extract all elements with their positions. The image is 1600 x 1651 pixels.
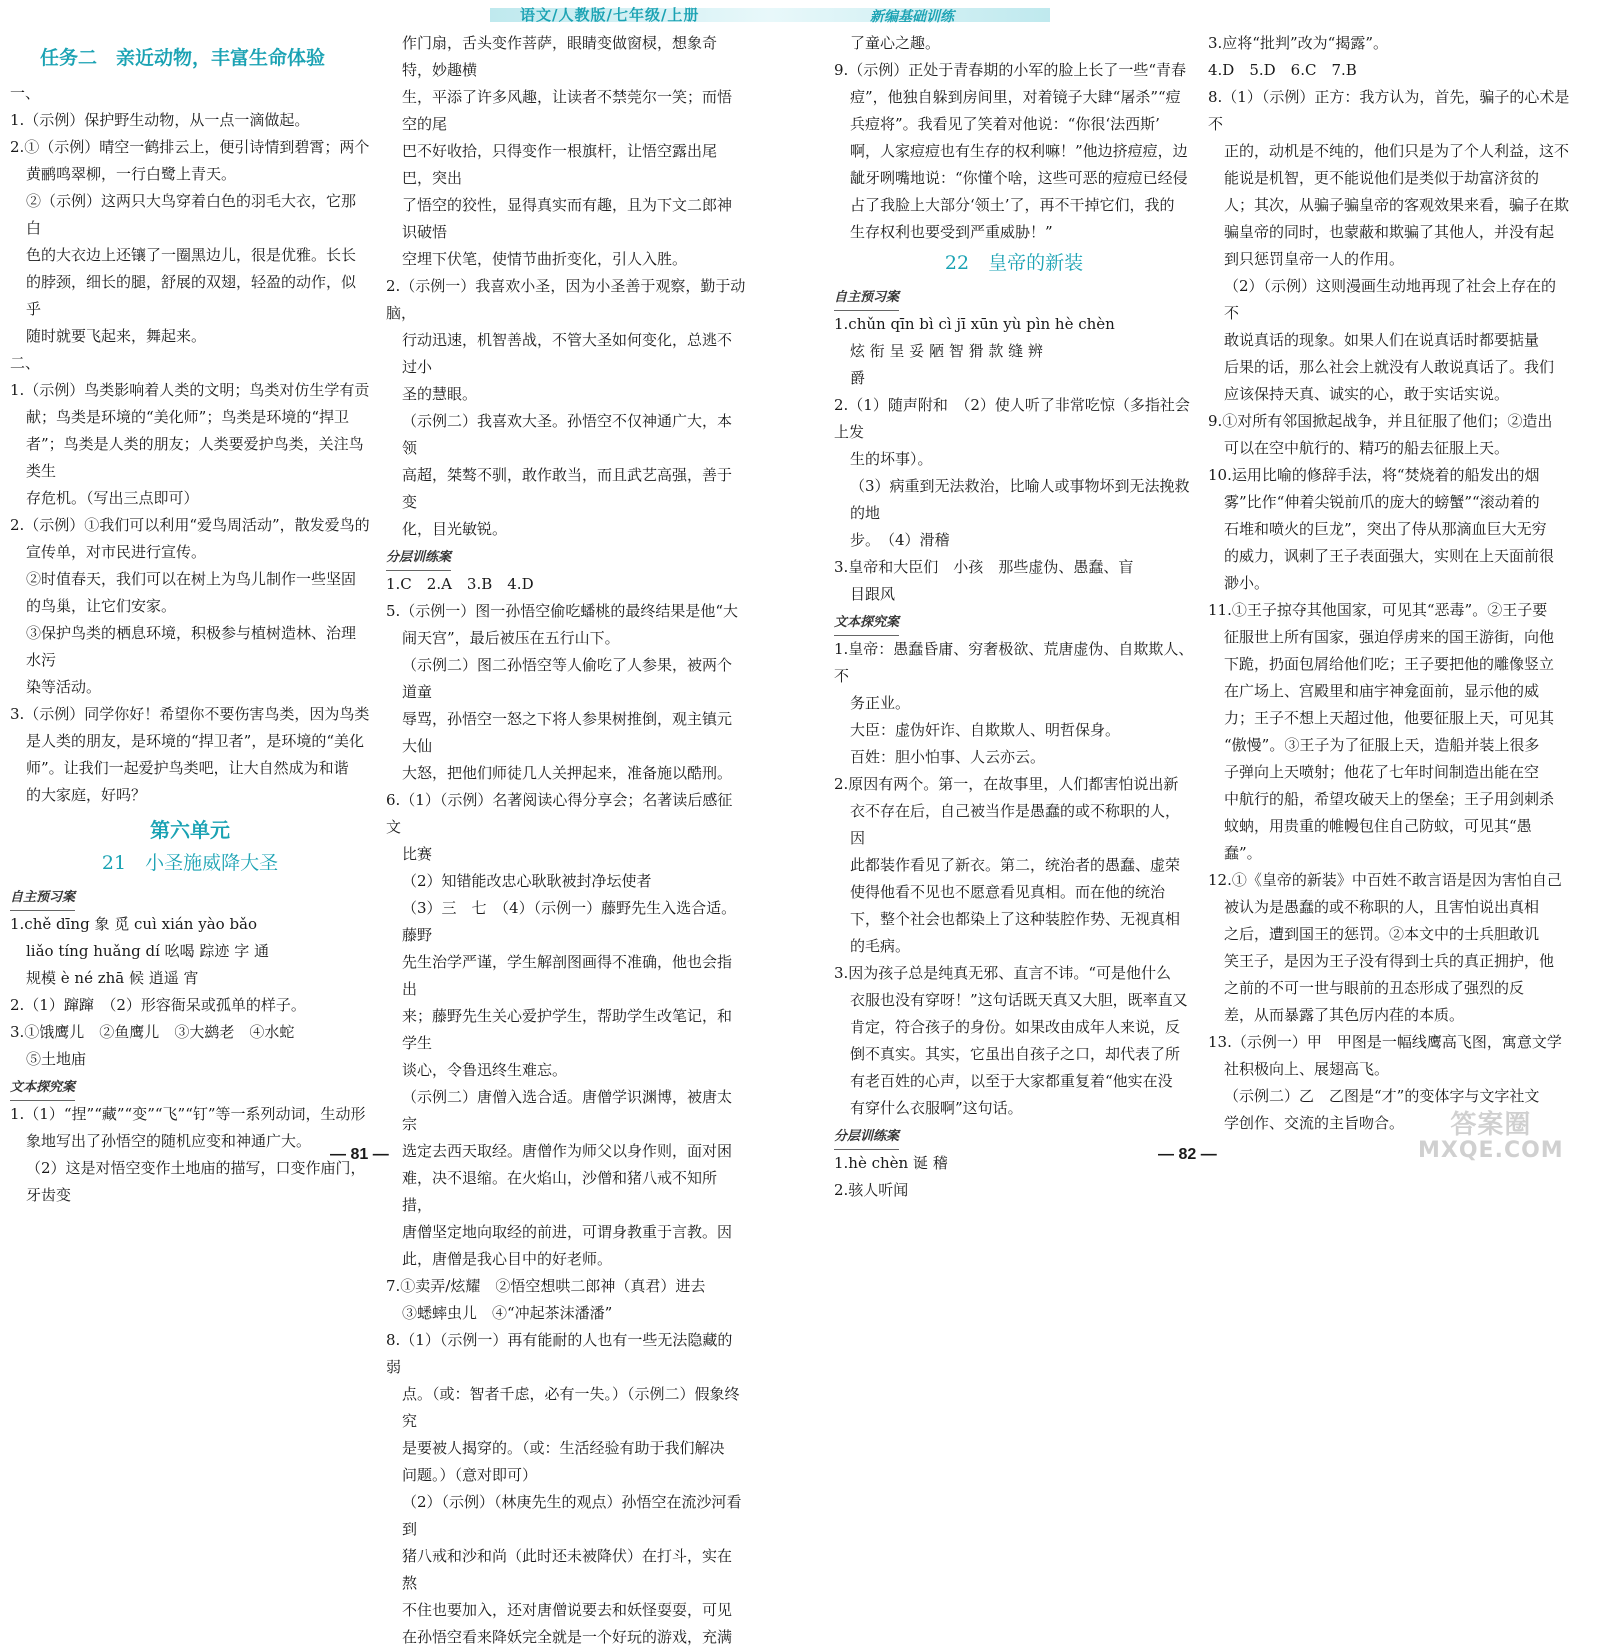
answer-line: 蚊蚋，用贵重的帷幔包住自己防蚊，可见其“愚 [1224, 817, 1532, 835]
answer-line: 应该保持天真、诚实的心，敢于实话实说。 [1224, 385, 1510, 403]
answer-line: 生存权利也要受到严重威胁！” [850, 223, 1053, 241]
answer-line: 目跟风 [850, 585, 896, 603]
answer-block [834, 1150, 1194, 1204]
answer-line: 啊，人家痘痘也有生存的权利嘛！”他边挤痘痘，边 [850, 142, 1188, 160]
answer-line: 二、 [10, 354, 41, 372]
answer-line: 能说是机智，更不能说他们是类似于劫富济贫的 [1224, 169, 1540, 187]
watermark-bottom: MXQE.COM [1418, 1138, 1564, 1163]
page-number-right: — 82 — [1158, 1146, 1217, 1163]
answer-line: 的威力，讽刺了王子表面强大，实则在上天面前很 [1224, 547, 1555, 565]
answer-line: 2.原因有两个。第一，在故事里，人们都害怕说出新 [834, 775, 1179, 793]
answer-block [834, 311, 1194, 608]
answer-line: 规模 è né zhā 候 逍遥 宵 [26, 969, 199, 987]
answer-line: 倒不真实。其实，它虽出自孩子之口，却代表了所 [850, 1045, 1181, 1063]
answer-line: 有老百姓的心声，以至于大家都重复着“他实在没 [850, 1072, 1173, 1090]
answer-line: （示例二）我喜欢大圣。孙悟空不仅神通广大，本领 [402, 412, 733, 457]
answer-line: （2）（示例）（林庚先生的观点）孙悟空在流沙河看到 [402, 1493, 742, 1538]
answer-line: 中航行的船，希望攻破天上的堡垒；王子用剑刺杀 [1224, 790, 1555, 808]
answer-line: 此都装作看见了新衣。第二，统治者的愚蠢、虚荣 [850, 856, 1181, 874]
answer-line: 使得他看不见也不愿意看见真相。而在他的统治 [850, 883, 1166, 901]
answer-line: 1.chǔn qīn bì cì jī xūn yù pìn hè chèn [834, 315, 1115, 333]
answer-line: 大怒，把他们师徒几人关押起来，准备施以酷刑。 [402, 764, 733, 782]
answer-line: 龇牙咧嘴地说：“你懂个啥，这些可恶的痘痘已经侵 [850, 169, 1188, 187]
answer-line: 征服世上所有国家，强迫俘虏来的国王游街，向他 [1224, 628, 1555, 646]
answer-line: 一、 [10, 84, 41, 102]
answer-line: 象地写出了孙悟空的随机应变和神通广大。 [26, 1132, 312, 1150]
answer-line: 是要被人揭穿的。（或：生活经验有助于我们解决 [402, 1439, 725, 1457]
answer-line: 1.皇帝：愚蠢昏庸、穷奢极欲、荒唐虚伪、自欺欺人、不 [834, 640, 1194, 685]
answer-line: 2.（1）蹿蹿 （2）形容衙呆或孤单的样子。 [10, 996, 306, 1014]
answer-line: 兵痘将”。我看见了笑着对他说：“你很‘法西斯’ [850, 115, 1160, 133]
answer-line: 谈心，令鲁迅终生难忘。 [402, 1061, 568, 1079]
answer-line: ②时值春天，我们可以在树上为鸟儿制作一些坚固 [26, 570, 357, 588]
answer-line: 巴不好收拾，只得变作一根旗杆，让悟空露出尾巴，突出 [402, 142, 718, 187]
answer-line: 3.（示例）同学你好！希望你不要伤害鸟类，因为鸟类 [10, 705, 370, 723]
answer-line: 了童心之趣。 [850, 34, 941, 52]
answer-line: 的毛病。 [850, 937, 911, 955]
answer-line: 者”；鸟类是人类的朋友；人类要爱护鸟类，关注鸟类生 [26, 435, 364, 480]
answer-line: 下，整个社会也都染上了这种装腔作势、无视真相 [850, 910, 1181, 928]
section-label: 文本探究案 [834, 611, 899, 636]
header-series: 新编基础训练 [870, 9, 954, 25]
answer-line: 献；鸟类是环境的“美化师”；鸟类是环境的“捍卫 [26, 408, 350, 426]
answer-line: 染等活动。 [26, 678, 102, 696]
answer-line: 的鸟巢，让它们安家。 [26, 597, 177, 615]
answer-line: 3.因为孩子总是纯真无邪、直言不讳。“可是他什么 [834, 964, 1171, 982]
answer-line: 石堆和喷火的巨龙”，突出了侍从那滴血巨大无穷 [1224, 520, 1547, 538]
answer-line: 的大家庭，好吗？ [26, 786, 147, 804]
answer-line: 1.（1）“捏”“藏”“变”“飞”“钉”等一系列动词，生动形 [10, 1105, 366, 1123]
column-3 [834, 30, 1194, 1204]
answer-line: 8.（1）（示例一）再有能耐的人也有一些无法隐藏的弱 [386, 1331, 733, 1376]
answer-line: （2）（示例）这则漫画生动地再现了社会上存在的不 [1224, 277, 1557, 322]
answer-line: 衣服也没有穿呀！”这句话既天真又大胆，既率直又 [850, 991, 1188, 1009]
answer-line: 2.（示例）①我们可以利用“爱鸟周活动”，散发爱鸟的 [10, 516, 370, 534]
answer-line: 圣的慧眼。 [402, 385, 478, 403]
answer-line: 比赛 [402, 845, 433, 863]
answer-line: “傲慢”。③王子为了征服上天，造船并装上很多 [1224, 736, 1540, 754]
answer-line: 有穿什么衣服啊”这句话。 [850, 1099, 1023, 1117]
answer-line: 占了我脸上大部分‘领土’了，再不干掉它们，我的 [850, 196, 1175, 214]
answer-line: 1.chě dīng 象 觅 cuì xián yào bǎo [10, 915, 258, 933]
answer-line: 8.（1）（示例）正方：我方认为，首先，骗子的心术是不 [1208, 88, 1570, 133]
answer-line: 衣不存在后，自己被当作是愚蠢的或不称职的人，因 [850, 802, 1181, 847]
answer-line: （3）三 七 （4）（示例一）藤野先生入选合适。藤野 [402, 899, 737, 944]
answer-line: 高超，桀骜不驯，敢作敢当，而且武艺高强，善于变 [402, 466, 733, 511]
answer-line: 色的大衣边上还镶了一圈黑边儿，很是优雅。长长 [26, 246, 357, 264]
answer-line: 唐僧坚定地向取经的前进，可谓身教重于言教。因 [402, 1223, 733, 1241]
section-label: 分层训练案 [834, 1125, 899, 1150]
answer-line: 生，平添了许多风趣，让读者不禁莞尔一笑；而悟空的尾 [402, 88, 733, 133]
answer-line: 3.应将“批判”改为“揭露”。 [1208, 34, 1388, 52]
answer-line: 的脖颈，细长的腿，舒展的双翅，轻盈的动作，似乎 [26, 273, 357, 318]
answer-line: 10.运用比喻的修辞手法，将“焚烧着的船发出的烟 [1208, 466, 1540, 484]
answer-line: ⑤土地庙 [26, 1050, 87, 1068]
answer-block [10, 80, 370, 809]
answer-line: 辱骂，孙悟空一怒之下将人参果树推倒，观主镇元大仙 [402, 710, 733, 755]
answer-line: 之前的不可一世与眼前的丑态形成了强烈的反 [1224, 979, 1525, 997]
answer-line: liǎo tíng huǎng dí 吆喝 踪迹 字 通 [26, 942, 269, 960]
column-4 [1208, 30, 1570, 1140]
answer-line: 爵 [850, 369, 866, 387]
answer-line: 行动迅速，机智善战，不管大圣如何变化，总逃不过小 [402, 331, 733, 376]
answer-line: 学创作、交流的主旨吻合。 [1224, 1114, 1405, 1132]
answer-line: 12.①《皇帝的新装》中百姓不敢言语是因为害怕自己 [1208, 871, 1562, 889]
answer-line: 此，唐僧是我心目中的好老师。 [402, 1250, 613, 1268]
answer-line: （示例二）图二孙悟空等人偷吃了人参果，被两个道童 [402, 656, 733, 701]
column-1 [10, 30, 370, 1209]
lesson-title: 21 小圣施威降大圣 [101, 852, 279, 874]
answer-line: ③保护鸟类的栖息环境，积极参与植树造林、治理水污 [26, 624, 357, 669]
answer-line: 骗皇帝的同时，也蒙蔽和欺骗了其他人，并没有起 [1224, 223, 1555, 241]
answer-line: 下跪，扔面包屑给他们吃；王子要把他的雕像竖立 [1224, 655, 1555, 673]
answer-line: 之后，遭到国王的惩罚。②本文中的士兵胆敢讥 [1224, 925, 1540, 943]
answer-line: 难，决不退缩。在火焰山，沙僧和猪八戒不知所措， [402, 1169, 718, 1214]
answer-line: 渺小。 [1224, 574, 1270, 592]
task-title: 任务二 亲近动物，丰富生命体验 [40, 47, 326, 69]
answer-line: 务正业。 [850, 694, 911, 712]
answer-line: 3.①饿鹰儿 ②鱼鹰儿 ③大鹚老 ④水蛇 [10, 1023, 295, 1041]
answer-line: 9.①对所有邻国掀起战争，并且征服了他们；②造出 [1208, 412, 1553, 430]
section-label: 文本探究案 [10, 1076, 75, 1101]
answer-block [1208, 30, 1570, 1140]
answer-line: ③蟋蟀虫儿 ④“冲起茶沫潘潘” [402, 1304, 613, 1322]
answer-line: 肯定，符合孩子的身份。如果改由成年人来说，反 [850, 1018, 1181, 1036]
answer-line: 力；王子不想上天超过他，他要征服上天，可见其 [1224, 709, 1555, 727]
answer-line: 存危机。（写出三点即可） [26, 489, 199, 507]
answer-line: 在孙悟空看来降妖完全就是一个好玩的游戏，充满 [402, 1628, 733, 1646]
answer-line: 生的坏事）。 [850, 450, 933, 468]
answer-line: 师”。让我们一起爱护鸟类吧，让大自然成为和谐 [26, 759, 349, 777]
answer-line: 1.（示例）鸟类影响着人类的文明；鸟类对仿生学有贡 [10, 381, 370, 399]
answer-line: 1.hè chèn 诞 稽 [834, 1154, 948, 1172]
answer-line: （3）病重到无法救治，比喻人或事物坏到无法挽救的地 [850, 477, 1190, 522]
answer-line: 6.（1）（示例）名著阅读心得分享会；名著读后感征文 [386, 791, 733, 836]
answer-line: 随时就要飞起来，舞起来。 [26, 327, 207, 345]
answer-line: 正的，动机是不纯的，他们只是为了个人利益，这不 [1224, 142, 1570, 160]
answer-line: 蠢”。 [1224, 844, 1262, 862]
answer-line: （2）知错能改忠心耿耿被封净坛使者 [402, 872, 652, 890]
answer-block [386, 30, 746, 543]
watermark-top: 答案圈 [1450, 1110, 1532, 1140]
answer-line: 1.C 2.A 3.B 4.D [386, 575, 534, 593]
column-2 [386, 30, 746, 1651]
watermark-logo [1418, 1112, 1564, 1164]
answer-line: 百姓：胆小怕事、人云亦云。 [850, 748, 1046, 766]
answer-line: 13.（示例一）甲 甲图是一幅线鹰高飞图，寓意文学 [1208, 1033, 1562, 1051]
answer-line: 笑王子，是因为王子没有得到士兵的真正拥护，他 [1224, 952, 1555, 970]
answer-line: 化，目光敏锐。 [402, 520, 508, 538]
answer-line: 4.D 5.D 6.C 7.B [1208, 61, 1357, 79]
answer-line: 在广场上、宫殿里和庙宇神龛面前，显示他的威 [1224, 682, 1540, 700]
answer-line: 宣传单，对市民进行宣传。 [26, 543, 207, 561]
answer-block [10, 911, 370, 1073]
answer-line: 痘”，他独自躲到房间里，对着镜子大肆“屠杀”“痘 [850, 88, 1181, 106]
section-label: 自主预习案 [10, 886, 75, 911]
answer-line: 了悟空的狡性，显得真实而有趣，且为下文二郎神识破悟 [402, 196, 733, 241]
answer-line: 问题。）（意对即可） [402, 1466, 538, 1484]
answer-line: 5.（示例一）图一孙悟空偷吃蟠桃的最终结果是他“大 [386, 602, 738, 620]
lesson-title: 22 皇帝的新装 [944, 252, 1084, 274]
answer-line: 7.①卖弄/炫耀 ②悟空想哄二郎神（真君）进去 [386, 1277, 706, 1295]
page-header [0, 0, 1600, 30]
answer-line: 作门扇，舌头变作菩萨，眼睛变做窗棂，想象奇特，妙趣横 [402, 34, 718, 79]
answer-line: 2.（示例一）我喜欢小圣，因为小圣善于观察，勤于动脑， [386, 277, 746, 322]
answer-line: 是人类的朋友，是环境的“捍卫者”，是环境的“美化 [26, 732, 365, 750]
answer-line: 空埋下伏笔，使情节曲折变化，引人入胜。 [402, 250, 688, 268]
answer-line: 2.①（示例）晴空一鹤排云上，便引诗情到碧霄；两个 [10, 138, 370, 156]
answer-line: 11.①王子掠夺其他国家，可见其“恶毒”。②王子要 [1208, 601, 1548, 619]
answer-line: 不住也要加入，还对唐僧说要去和妖怪耍耍，可见 [402, 1601, 733, 1619]
answer-line: 炫 衔 呈 妥 陋 智 猾 款 缝 辨 [850, 342, 1043, 360]
answer-line: 大臣：虚伪奸诈、自欺欺人、明哲保身。 [850, 721, 1121, 739]
answer-line: 黄鹂鸣翠柳，一行白鹭上青天。 [26, 165, 237, 183]
section-label: 分层训练案 [386, 546, 451, 571]
answer-line: 可以在空中航行的、精巧的船去征服上天。 [1224, 439, 1510, 457]
answer-line: 子弹向上天喷射；他花了七年时间制造出能在空 [1224, 763, 1540, 781]
answer-line: 人；其次，从骗子骗皇帝的客观效果来看，骗子在欺 [1224, 196, 1570, 214]
answer-line: ②（示例）这两只大鸟穿着白色的羽毛大衣，它那白 [26, 192, 357, 237]
answer-block [834, 636, 1194, 1122]
answer-line: （示例二）唐僧入选合适。唐僧学识渊博，被唐太宗 [402, 1088, 733, 1133]
answer-line: 社积极向上、展翅高飞。 [1224, 1060, 1390, 1078]
page-number-left: — 81 — [330, 1146, 389, 1163]
answer-line: 点。（或：智者千虑，必有一失。）（示例二）假象终究 [402, 1385, 740, 1430]
answer-line: 雾”比作“伸着尖锐前爪的庞大的螃蟹”“滚动着的 [1224, 493, 1540, 511]
answer-line: 2.（1）随声附和 （2）使人听了非常吃惊（多指社会上发 [834, 396, 1190, 441]
answer-block [386, 571, 746, 1651]
answer-line: 3.皇帝和大臣们 小孩 那些虚伪、愚蠢、盲 [834, 558, 1134, 576]
answer-line: 9.（示例）正处于青春期的小军的脸上长了一些“青春 [834, 61, 1186, 79]
answer-line: 先生治学严谨，学生解剖图画得不准确，他也会指出 [402, 953, 733, 998]
answer-line: 猪八戒和沙和尚（此时还未被降伏）在打斗，实在熬 [402, 1547, 733, 1592]
answer-line: 到只惩罚皇帝一人的作用。 [1224, 250, 1405, 268]
answer-line: 来；藤野先生关心爱护学生，帮助学生改笔记，和学生 [402, 1007, 733, 1052]
answer-line: 步。 （4）滑稽 [850, 531, 950, 549]
unit-title: 第六单元 [150, 818, 230, 842]
answer-line: 选定去西天取经。唐僧作为师父以身作则，面对困 [402, 1142, 733, 1160]
answer-line: （示例二）乙 乙图是“才”的变体字与文字社文 [1224, 1087, 1540, 1105]
header-subject: 语文/人教版/七年级/上册 [520, 6, 700, 24]
answer-line: 2.骇人听闻 [834, 1181, 909, 1199]
answer-block [834, 30, 1194, 246]
section-label: 自主预习案 [834, 286, 899, 311]
answer-line: 被认为是愚蠢的或不称职的人，且害怕说出真相 [1224, 898, 1540, 916]
answer-line: 差，从而暴露了其色厉内荏的本质。 [1224, 1006, 1465, 1024]
answer-line: 后果的话，那么社会上就没有人敢说真话了。我们 [1224, 358, 1555, 376]
answer-line: 闹天宫”，最后被压在五行山下。 [402, 629, 620, 647]
answer-line: （2）这是对悟空变作土地庙的描写，口变作庙门，牙齿变 [26, 1159, 366, 1204]
answer-line: 1.（示例）保护野生动物，从一点一滴做起。 [10, 111, 310, 129]
answer-line: 敢说真话的现象。如果人们在说真话时都要掂量 [1224, 331, 1540, 349]
